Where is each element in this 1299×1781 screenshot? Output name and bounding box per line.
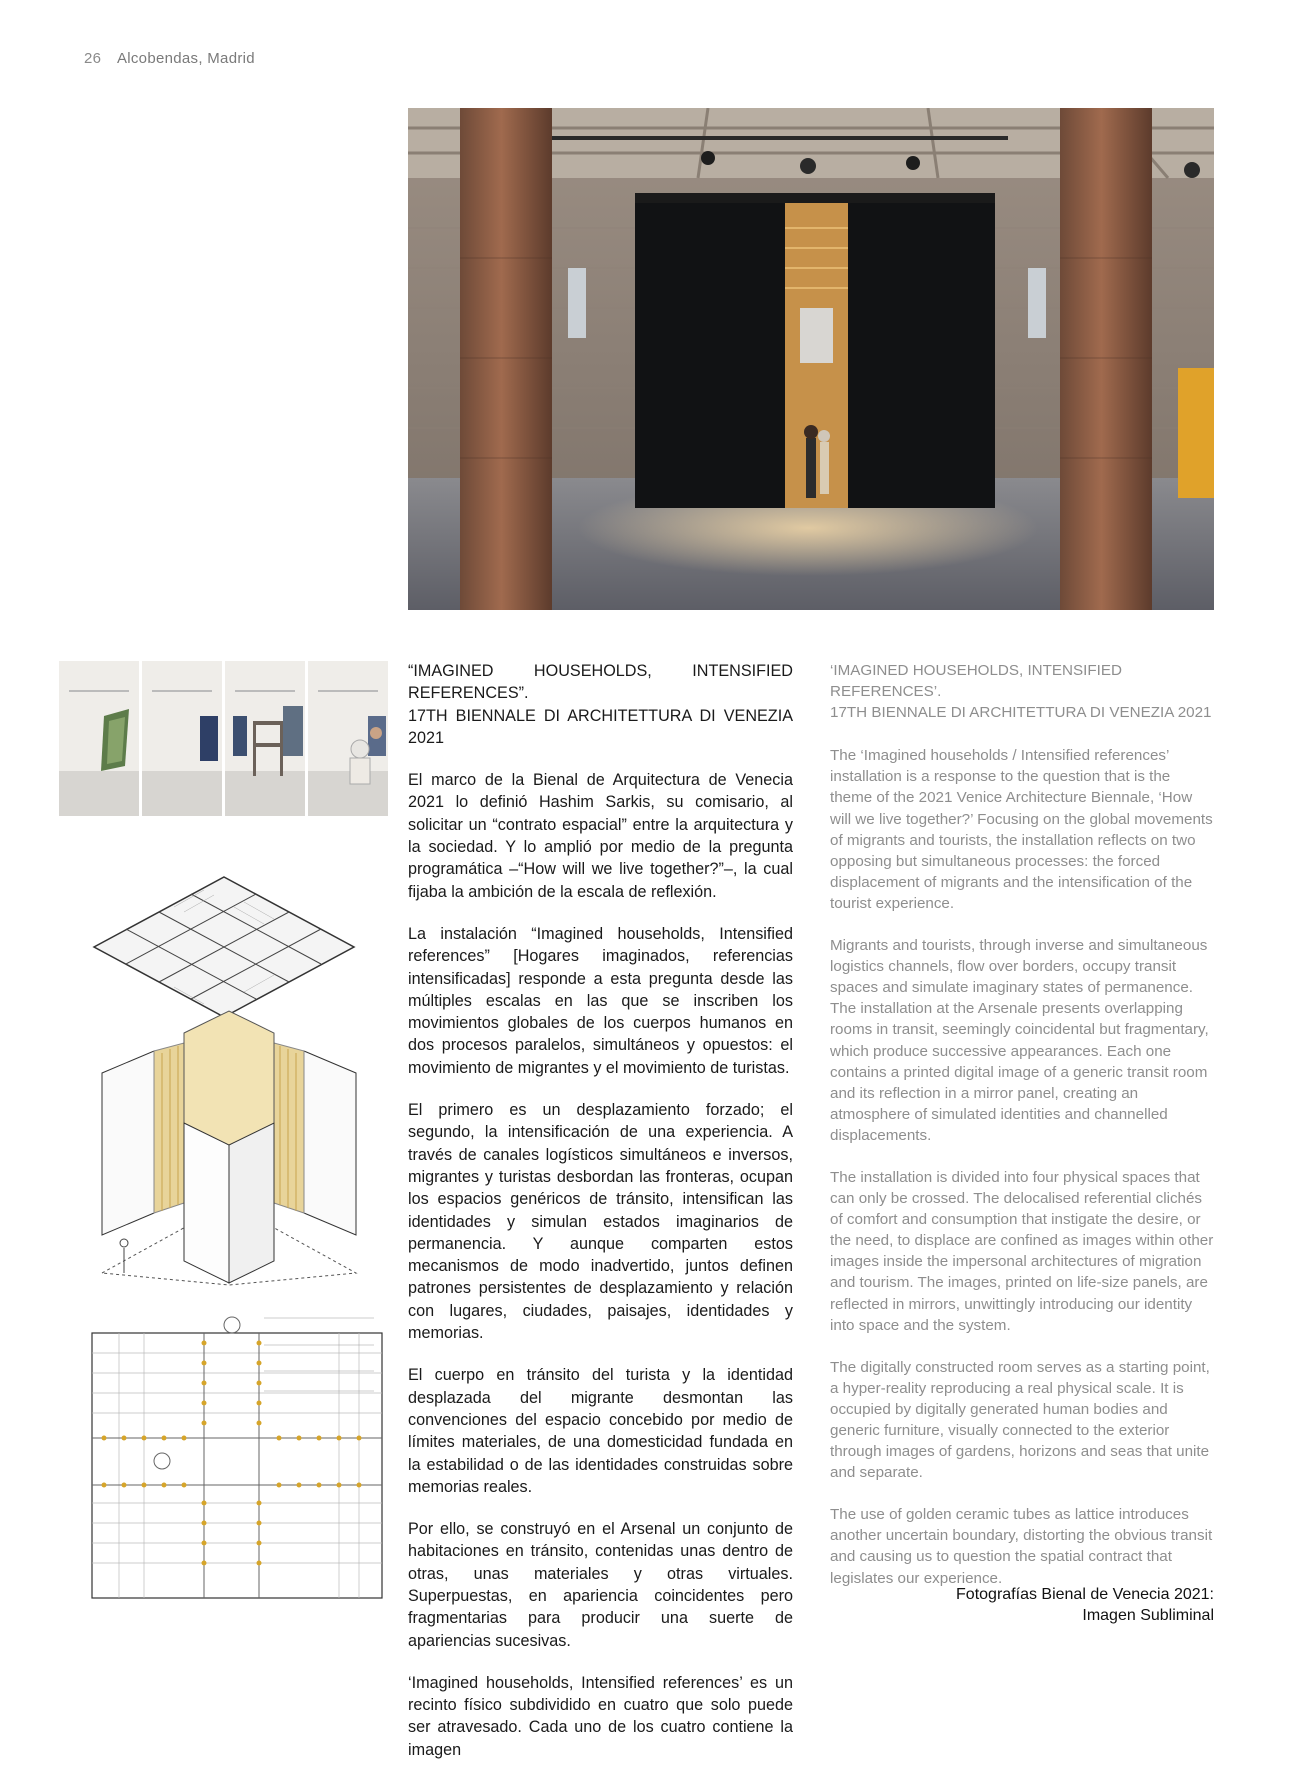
caption-line-2: Imagen Subliminal [1082, 1607, 1214, 1624]
header-location: Alcobendas, Madrid [116, 50, 255, 67]
spanish-paragraph: El primero es un desplazamiento forzado; el segundo, la intensificación de una experiencia. A través de canales logísticos simultáneos e inversos, migrantes y turistas desbordan las fronteras, ocupan los espacios genéricos de tránsito, intensifican las identidades y simulan estados imaginarios de permanencia. Y aunque comparten estos mecanismos de modo inadvertido, juntos definen patrones persistentes de desplazamiento y relación con lugares, ciudades, paisajes, identidades y memorias. [408, 1101, 793, 1343]
spanish-paragraph: La instalación “Imagined households, Intensified references” [Hogares imaginados, referencias intensificadas] responde a esta pregunta desde las múltiples escalas en las que se inscriben los movimientos globales de los cuerpos humanos en dos procesos paralelos, simultáneos y opuestos: el movimiento de migrantes y el movimiento de turistas. [408, 924, 793, 1077]
ceiling-axonometric-drawing [84, 872, 364, 1022]
english-text-column [830, 660, 1215, 1610]
english-paragraph: The installation is divided into four physical spaces that can only be crossed. The delocalised referential clichés of comfort and consumption that instigate the desire, or the need, to displace are confined as images within other images inside the impersonal architectures of migration and tourism. The images, printed on life-size panels, are reflected in mirrors, unwittingly introducing our identity into space and the system. [830, 1168, 1214, 1334]
spanish-paragraph: ‘Imagined households, Intensified references’ es un recinto físico subdividido en cuatro que solo puede ser atravesado. Cada uno de los cuatro contiene la imagen [408, 1673, 793, 1759]
spanish-paragraph: El marco de la Bienal de Arquitectura de Venecia 2021 lo definió Hashim Sarkis, su comisario, al solicitar un “contrato espacial” entre la arquitectura y la sociedad. Y lo amplió por medio de la pregunta programática –“How will we live together?”–, la cual fijaba la ambición de la escala de reflexión. [408, 771, 793, 901]
english-paragraph: The digitally constructed room serves as a starting point, a hyper-reality reproducing a real physical scale. It is occupied by digitally generated human bodies and generic furniture, visually connected to the exterior through images of gardens, horizons and seas that unite and separate. [830, 1358, 1210, 1482]
spanish-text-column [408, 660, 793, 1781]
render-thumbnail-2 [142, 661, 222, 816]
axonometric-volumes-drawing [84, 1003, 374, 1289]
spanish-paragraph: El cuerpo en tránsito del turista y la identidad desplazada del migrante desmontan las convenciones del espacio concebido por medio de límites materiales, de una domesticidad fundada en la estabilidad o de las identidades construidas sobre memorias reales. [408, 1366, 793, 1496]
running-header [84, 50, 255, 67]
render-thumbnail-3 [225, 661, 305, 816]
render-thumbnail-4 [308, 661, 388, 816]
render-thumbnail-1 [59, 661, 139, 816]
caption-line-1: Fotografías Bienal de Venecia 2021: [956, 1586, 1214, 1603]
photo-caption [956, 1584, 1214, 1626]
english-paragraph: The use of golden ceramic tubes as lattice introduces another uncertain boundary, distorting the obvious transit and causing us to question the spatial contract that legislates our experience. [830, 1506, 1213, 1587]
english-paragraph: The ‘Imagined households / Intensified references’ installation is a response to the question that is the theme of the 2021 Venice Architecture Biennale, ‘How will we live together?’ Focusing on the global movements of migrants and tourists, the installation reflects on two opposing but simultaneous processes: the forced displacement of migrants and the intensification of the tourist experience. [830, 747, 1213, 912]
english-paragraph: Migrants and tourists, through inverse and simultaneous logistics channels, flow over borders, occupy transit spaces and simulate imaginary states of permanence. The installation at the Arsenale presents overlapping rooms in transit, seemingly coincidental but fragmentary, which produce successive appearances. Each one contains a printed digital image of a generic transit room and its reflection in a mirror panel, creating an atmosphere of simulated identities and channelled displacements. [830, 937, 1209, 1144]
exhibition-photo [408, 108, 1214, 610]
floor-plan-drawing [84, 1313, 384, 1603]
page-number: 26 [84, 50, 102, 67]
spanish-title: “IMAGINED HOUSEHOLDS, INTENSIFIED REFERENCES”. 17TH BIENNALE DI ARCHITETTURA DI VENEZIA 2021 [408, 662, 793, 747]
spanish-paragraph: Por ello, se construyó en el Arsenal un conjunto de habitaciones en tránsito, contenidas unas dentro de otras, unas materiales y otras virtuales. Superpuestas, en apariencia coincidentes pero fragmentarias para producir una suerte de apariencias sucesivas. [408, 1520, 793, 1650]
english-title: ‘IMAGINED HOUSEHOLDS, INTENSIFIED REFERENCES’. 17TH BIENNALE DI ARCHITETTURA DI VENEZIA 2021 [830, 662, 1212, 722]
